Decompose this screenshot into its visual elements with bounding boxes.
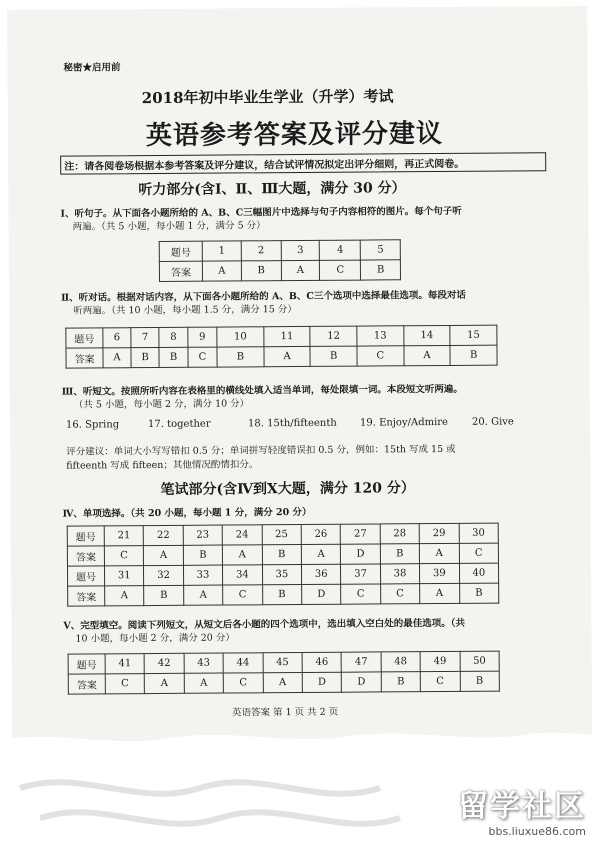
table-header-cell: 题号 [66, 328, 103, 348]
section2-answer-table [65, 325, 497, 369]
blank-answer: 17. together [147, 418, 211, 431]
answer-cell: C [188, 347, 218, 367]
question-number: 41 [105, 654, 145, 674]
answer-cell: B [459, 583, 499, 603]
answer-cell: C [420, 671, 460, 691]
question-number: 33 [183, 565, 223, 585]
answer-cell: A [202, 261, 241, 281]
section4-instruction: Ⅳ、单项选择。（共 20 小题，每小题 1 分，满分 20 分） [62, 506, 312, 520]
section1-instruction-line1: Ⅰ、听句子。从下面各小题所给的 A、B、C三幅图片中选择与句子内容相符的图片。每个句子听 [60, 205, 462, 220]
question-number: 12 [310, 326, 357, 346]
answer-cell: B [217, 347, 264, 367]
answer-cell: A [264, 346, 311, 366]
answer-cell: B [381, 672, 421, 692]
answer-cell: A [281, 260, 320, 280]
section3-instruction-line1: Ⅲ、听短文。按照所听内容在表格里的横线处填入适当单词，每处限填一词。本段短文听两遍。 [61, 383, 463, 398]
site-watermark [458, 781, 586, 838]
question-number: 32 [144, 565, 184, 585]
question-number: 22 [144, 525, 184, 545]
question-number: 9 [188, 327, 218, 347]
question-number: 42 [144, 653, 184, 673]
exam-answer-page [7, 6, 593, 842]
answer-cell: A [184, 673, 224, 693]
question-number: 34 [223, 565, 263, 585]
answer-cell: C [459, 543, 499, 563]
question-number: 15 [450, 325, 497, 345]
answer-cell: C [105, 674, 145, 694]
answer-cell: A [420, 583, 460, 603]
answer-cell: B [262, 544, 302, 564]
table-row [159, 240, 400, 262]
question-number: 28 [380, 524, 420, 544]
main-title: 英语参考答案及评分建议 [145, 118, 444, 152]
watermark-brand: 留学社区 [458, 789, 586, 824]
answer-cell: A [144, 545, 184, 565]
question-number: 7 [131, 327, 160, 347]
confidential-label: 秘密★启用前 [63, 62, 121, 74]
question-number: 44 [223, 653, 263, 673]
question-number: 1 [202, 241, 241, 261]
question-number: 46 [302, 652, 342, 672]
listening-heading: 听力部分(含Ⅰ、Ⅱ、Ⅲ大题，满分 30 分） [138, 180, 406, 199]
blank-answer: 18. 15th/fifteenth [247, 417, 337, 430]
answer-cell: D [342, 672, 382, 692]
table-header-cell: 题号 [67, 566, 104, 586]
table-row [66, 345, 497, 368]
section5-instruction-line1: Ⅴ、完型填空。阅读下列短文，从短文后各小题的四个选项中，选出填入空白处的最佳选项。（共 [63, 617, 466, 632]
table-row [159, 260, 400, 282]
answer-cell: C [104, 546, 144, 566]
answer-cell: B [159, 347, 188, 367]
blank-answer: 20. Give [471, 416, 514, 428]
question-number: 39 [420, 563, 460, 583]
answer-cell: B [460, 671, 500, 691]
answer-cell: C [357, 346, 404, 366]
question-number: 50 [460, 651, 500, 671]
watermark-url: bbs.liuxue86.com [488, 825, 586, 838]
answer-cell: A [105, 586, 145, 606]
section5-instruction-line2: 10 小题，每小题 2 分，满分 20 分） [75, 632, 235, 645]
question-number: 5 [361, 240, 401, 260]
section1-instruction-line2: 两遍。（共 5 小题，每小题 1 分，满分 5 分） [72, 220, 266, 233]
question-number: 36 [301, 564, 341, 584]
question-number: 10 [217, 327, 264, 347]
question-number: 38 [380, 564, 420, 584]
question-number: 23 [183, 525, 223, 545]
answer-cell: B [380, 544, 420, 564]
question-number: 29 [419, 523, 459, 543]
answer-cell: A [263, 672, 303, 692]
question-number: 24 [222, 525, 262, 545]
question-number: 21 [104, 526, 144, 546]
table-header-cell: 答案 [68, 674, 105, 694]
question-number: 6 [103, 328, 131, 348]
answer-cell: C [380, 584, 420, 604]
question-number: 31 [104, 566, 144, 586]
answer-cell: A [301, 544, 341, 564]
section5-answer-table [68, 651, 500, 695]
answer-cell: A [223, 545, 263, 565]
question-number: 30 [459, 523, 499, 543]
answer-cell: D [302, 584, 342, 604]
answer-cell: B [183, 545, 223, 565]
answer-cell: B [310, 346, 357, 366]
question-number: 2 [241, 241, 281, 261]
answer-cell: B [144, 585, 184, 605]
page-footer: 英语答案 第 1 页 共 2 页 [231, 706, 339, 719]
answer-cell: B [361, 260, 401, 280]
table-header-cell: 题号 [67, 526, 104, 546]
question-number: 45 [263, 652, 303, 672]
question-number: 11 [264, 326, 311, 346]
answer-cell: D [341, 544, 381, 564]
section1-answer-table [159, 239, 401, 282]
question-number: 47 [341, 652, 381, 672]
question-number: 48 [381, 652, 421, 672]
question-number: 43 [184, 653, 224, 673]
table-header-cell: 答案 [67, 546, 104, 566]
section2-instruction-line2: 听两遍。（共 10 小题，每小题 1.5 分，满分 15 分） [73, 304, 297, 317]
section3-instruction-line2: （共 5 小题，每小题 2 分，满分 10 分） [73, 398, 250, 411]
answer-cell: B [262, 584, 302, 604]
question-number: 8 [159, 327, 188, 347]
answer-cell: B [131, 347, 160, 367]
table-header-cell: 题号 [159, 241, 202, 261]
question-number: 27 [341, 524, 381, 544]
table-row [68, 671, 499, 694]
table-row [68, 583, 499, 606]
section2-instruction-line1: Ⅱ、听对话。根据对话内容，从下面各小题所给的 A、B、C三个选项中选择最佳选项。每段对话 [61, 289, 466, 304]
question-number: 3 [281, 240, 320, 260]
answer-cell: C [341, 584, 381, 604]
question-number: 13 [357, 326, 404, 346]
section4-answer-table [67, 523, 500, 607]
table-header-cell: 题号 [68, 654, 105, 674]
table-header-cell: 答案 [159, 261, 202, 281]
writing-heading: 笔试部分(含Ⅳ到Ⅹ大题，满分 120 分） [160, 480, 415, 498]
grading-note: 注：请各阅卷场根据本参考答案及评分建议，结合试评情况拟定出评分细则，再正式阅卷。 [60, 152, 546, 174]
answer-cell: B [241, 261, 281, 281]
question-number: 4 [320, 240, 361, 260]
answer-cell: A [183, 585, 223, 605]
table-header-cell: 答案 [66, 348, 103, 368]
question-number: 40 [459, 563, 499, 583]
answer-cell: C [223, 673, 263, 693]
question-number: 35 [262, 564, 302, 584]
question-number: 49 [420, 651, 460, 671]
exam-title: 2018年初中毕业生学业（升学）考试 [141, 87, 394, 108]
table-header-cell: 答案 [68, 586, 105, 606]
question-number: 26 [301, 524, 341, 544]
answer-cell: A [419, 543, 459, 563]
answer-cell: C [223, 585, 263, 605]
answer-cell: C [320, 260, 361, 280]
scoring-advice-line2: fifteenth 写成 fifteen；其他情况酌情扣分。 [66, 459, 259, 472]
scoring-advice-line1: 评分建议：单词大小写写错扣 0.5 分；单词拼写轻度错误扣 0.5 分，例如：15th 写成 15 或 [66, 443, 456, 458]
answer-cell: A [103, 348, 131, 368]
answer-cell: D [302, 672, 342, 692]
answer-cell: A [145, 673, 185, 693]
question-number: 14 [403, 325, 450, 345]
blank-answer: 19. Enjoy/Admire [359, 416, 449, 429]
question-number: 37 [341, 564, 381, 584]
blank-answer: 16. Spring [65, 419, 120, 431]
answer-cell: A [404, 345, 451, 365]
answer-cell: B [450, 345, 497, 365]
question-number: 25 [262, 524, 302, 544]
